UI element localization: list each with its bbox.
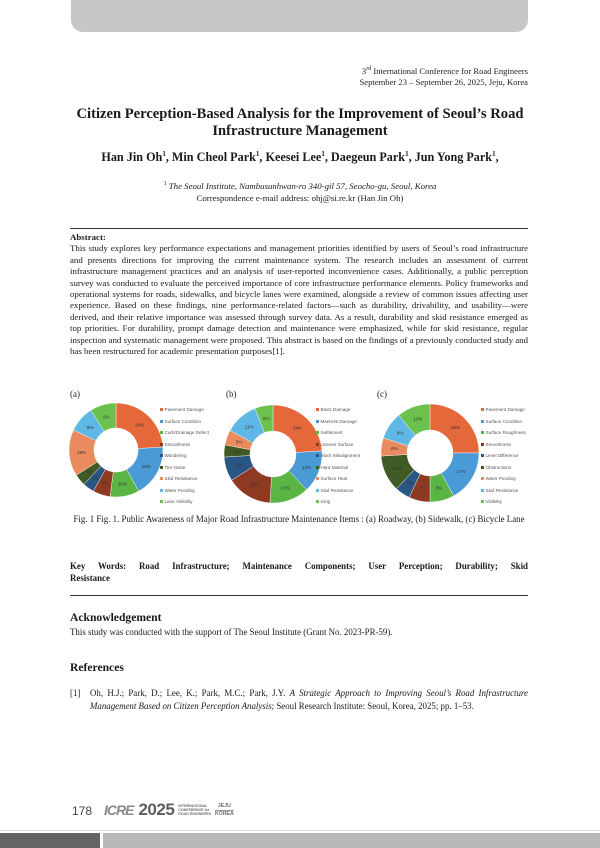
keywords bbox=[70, 561, 528, 584]
legend-label: Water Ponding bbox=[485, 476, 516, 482]
conference-dates: September 23 – September 26, 2025, Jeju, Korea bbox=[359, 77, 528, 87]
legend-swatch bbox=[481, 477, 484, 480]
page-number: 178 bbox=[72, 804, 93, 818]
author-affiliation-mark: 1 bbox=[405, 150, 409, 158]
author: Jun Yong Park$^1$ bbox=[414, 150, 496, 164]
keywords-line-1: Key Words: Road Infrastructure; Maintenance Components; User Perception; Durability; Skid bbox=[70, 561, 528, 571]
donut-data-label: 25% bbox=[450, 425, 461, 431]
donut-data-label: 17% bbox=[456, 468, 466, 474]
legend-item bbox=[160, 427, 209, 439]
legend-label: Manhole Damage bbox=[320, 418, 357, 424]
legend-swatch bbox=[160, 443, 163, 446]
legend-item bbox=[316, 416, 360, 428]
donut-data-label: 4% bbox=[86, 469, 93, 475]
legend-item bbox=[160, 416, 209, 428]
legend-swatch bbox=[316, 431, 319, 434]
donut-chart-roadway bbox=[68, 398, 164, 502]
legend-item bbox=[316, 450, 360, 462]
legend-item bbox=[481, 439, 526, 451]
correspondence: Correspondence e-mail address: ohj@si.re.kr (Han Jin Oh) bbox=[196, 193, 404, 203]
legend-swatch bbox=[316, 466, 319, 469]
legend-swatch bbox=[160, 420, 163, 423]
divider-bottom bbox=[70, 595, 528, 596]
donut-data-label: 14% bbox=[301, 464, 312, 470]
abstract bbox=[70, 232, 528, 357]
legend-item bbox=[160, 462, 209, 474]
legend-item bbox=[160, 496, 209, 508]
legend-swatch bbox=[481, 431, 484, 434]
legend-label: Settlement bbox=[320, 430, 343, 436]
legend-label: Level Difference bbox=[485, 453, 519, 459]
legend-label: Skid Resistance bbox=[320, 487, 354, 493]
donut-data-label: 5% bbox=[235, 439, 243, 445]
author: Han Jin Oh$^1$ bbox=[101, 150, 166, 164]
conference-logo bbox=[104, 800, 234, 820]
donut-data-label: 6% bbox=[262, 416, 270, 422]
legend-label: Hard Material bbox=[320, 464, 349, 470]
legend-swatch bbox=[481, 489, 484, 492]
legend-swatch bbox=[481, 454, 484, 457]
footer-bar-light bbox=[103, 833, 600, 848]
legend-label: Water Ponding bbox=[164, 487, 195, 493]
donut-data-label: 6% bbox=[390, 446, 398, 452]
legend-label: Curb/Drainage Defect bbox=[164, 430, 209, 436]
donut-data-label: 11% bbox=[244, 424, 254, 430]
panel-label-c: (c) bbox=[377, 389, 387, 399]
reference-body: Oh, H.J.; Park, D.; Lee, K.; Park, M.C.; Park, J.Y. A Strategic Approach to Improving Seoul’s Road Infrastructure Management Based on Citizen Perception Analysis; Seoul Research Institute: Seoul, Korea, 2025; pp. 1–53. bbox=[90, 688, 528, 711]
legend-swatch bbox=[160, 454, 163, 457]
donut-data-label: 4% bbox=[233, 449, 241, 455]
donut-data-label: 15% bbox=[250, 482, 260, 488]
panel-label-b: (b) bbox=[226, 389, 237, 399]
legend-item bbox=[316, 439, 360, 451]
legend-label: Block Damage bbox=[320, 407, 351, 413]
legend-sidewalk bbox=[316, 404, 360, 508]
legend-label: Tire Noise bbox=[164, 464, 186, 470]
legend-item bbox=[160, 485, 209, 497]
reference-item bbox=[70, 687, 528, 712]
legend-label: Smoothness bbox=[164, 441, 191, 447]
divider-top bbox=[70, 228, 528, 229]
legend-label: Pavement Damage bbox=[485, 407, 525, 413]
legend-item bbox=[316, 427, 360, 439]
affiliation-block bbox=[60, 180, 540, 204]
keywords-line-2: Resistance bbox=[70, 572, 110, 583]
author: Daegeun Park$^1$ bbox=[330, 150, 409, 164]
author: Keesei Lee$^1$ bbox=[265, 150, 325, 164]
legend-item bbox=[481, 473, 526, 485]
acknowledgement-text: This study was conducted with the support of The Seoul Institute (Grant No. 2023-PR-59). bbox=[70, 627, 393, 637]
legend-item bbox=[316, 462, 360, 474]
header-tab-decoration bbox=[71, 0, 528, 32]
reference-number: [1] bbox=[70, 688, 81, 698]
affiliation: $^1$ The Seoul Institute, Nambusunhwan-ro 340-gil 57, Seocho-gu, Seoul, Korea bbox=[163, 181, 437, 191]
legend-label: Pavement Damage bbox=[164, 407, 204, 413]
donut-data-label: 24% bbox=[135, 422, 145, 428]
references-heading: References bbox=[70, 661, 124, 674]
legend-label: Lane Visibility bbox=[164, 499, 193, 505]
legend-item bbox=[160, 439, 209, 451]
author: Min Cheol Park$^1$ bbox=[171, 150, 260, 164]
logo-year: 2025 bbox=[138, 800, 175, 819]
donut-data-label: 6% bbox=[102, 480, 109, 486]
legend-item bbox=[481, 404, 526, 416]
legend-label: Obstructions bbox=[485, 464, 512, 470]
legend-item bbox=[160, 450, 209, 462]
donut-data-label: 9% bbox=[396, 430, 404, 436]
donut-data-label: 18% bbox=[141, 464, 151, 470]
legend-label: Block Misalignment bbox=[320, 453, 361, 459]
legend-swatch bbox=[481, 466, 484, 469]
legend-bicycle-lane bbox=[481, 404, 526, 508]
legend-item bbox=[316, 485, 360, 497]
legend-swatch bbox=[316, 443, 319, 446]
legend-label: Surface Condition bbox=[164, 418, 202, 424]
legend-swatch bbox=[481, 408, 484, 411]
author-affiliation-mark: 1 bbox=[255, 150, 260, 158]
legend-swatch bbox=[481, 443, 484, 446]
author-affiliation-mark: 1 bbox=[492, 150, 496, 158]
donut-data-label: 11% bbox=[413, 416, 423, 422]
legend-swatch bbox=[316, 408, 319, 411]
legend-swatch bbox=[316, 500, 319, 503]
legend-label: Wandering bbox=[164, 453, 187, 459]
legend-item bbox=[316, 496, 360, 508]
legend-label: Skid Resistance bbox=[485, 487, 519, 493]
legend-swatch bbox=[316, 489, 319, 492]
legend-roadway bbox=[160, 404, 209, 508]
panel-label-a: (a) bbox=[70, 389, 80, 399]
legend-item bbox=[481, 450, 526, 462]
legend-label: Surface Heat bbox=[320, 476, 348, 482]
footer-bar-dark bbox=[0, 833, 100, 848]
logo-place-text: JEJU KOREA bbox=[215, 803, 234, 817]
donut-data-label: 8% bbox=[435, 485, 443, 491]
author-affiliation-mark: 1 bbox=[162, 150, 166, 158]
legend-item bbox=[481, 427, 526, 439]
donut-data-label: 8% bbox=[235, 462, 243, 468]
legend-swatch bbox=[481, 500, 484, 503]
paper-title: Citizen Perception-Based Analysis for the Improvement of Seoul’s Road Infrastructure Management bbox=[76, 106, 524, 139]
logo-conference-text: INTERNATIONAL CONFERENCE for ROAD ENGINEERS bbox=[178, 803, 212, 817]
legend-item bbox=[160, 404, 209, 416]
legend-label: Visibility bbox=[485, 499, 503, 505]
donut-data-label: 9% bbox=[86, 424, 94, 430]
donut-data-label: 5% bbox=[406, 480, 414, 486]
legend-swatch bbox=[481, 420, 484, 423]
donut-data-label: 4% bbox=[92, 475, 100, 481]
legend-label: Smoothness bbox=[485, 441, 512, 447]
acknowledgement-heading: Acknowledgement bbox=[70, 611, 162, 624]
legend-item bbox=[481, 416, 526, 428]
legend-swatch bbox=[160, 431, 163, 434]
legend-item bbox=[316, 473, 360, 485]
abstract-text: This study explores key performance expectations and management priorities identified by users of Seoul’s road infrastructure and presents directions for improving the current maintenance system. The research includes an assessment of current infrastructure management practices and an analysis of user-reported inconvenience cases. Additionally, a public perception survey was conducted to evaluate the perceived importance of core infrastructure performance elements. Policy frameworks and operational systems for roads, sidewalks, and bicycle lanes were examined, alongside a review of common issues affecting user experience. Based on these findings, nine performance-related factors—such as durability, drivability, and usability—were derived, and their relative importance was assessed through survey data. As a result, durability and skid resistance emerged as top priorities. For durability, prompt damage detection and maintenance were emphasized, while for skid resistance, regular inspection and systematic management were proposed. This abstract is based on the findings of a previously conducted study and has been restructured for academic presentation purposes[1]. bbox=[70, 243, 528, 357]
legend-item bbox=[481, 485, 526, 497]
legend-swatch bbox=[316, 477, 319, 480]
donut-data-label: 9% bbox=[103, 414, 110, 420]
legend-label: Skid Resistance bbox=[164, 476, 198, 482]
conference-name-line: 3rd International Conference for Road Engineers bbox=[361, 66, 528, 76]
legend-label: Uneven Surface bbox=[320, 441, 354, 447]
logo-mark-icon: ICRE bbox=[104, 802, 134, 818]
donut-data-label: 12% bbox=[392, 465, 403, 471]
donut-data-label: 7% bbox=[418, 485, 426, 491]
legend-swatch bbox=[160, 408, 163, 411]
legend-item bbox=[316, 404, 360, 416]
donut-data-label: 13% bbox=[280, 485, 290, 491]
legend-item bbox=[481, 462, 526, 474]
figure-caption: Fig. 1 Fig. 1. Public Awareness of Major Road Infrastructure Maintenance Items : (a) Roadway, (b) Sidewalk, (c) Bicycle Lane bbox=[73, 514, 525, 524]
legend-swatch bbox=[160, 466, 163, 469]
conference-header bbox=[360, 66, 529, 88]
abstract-label: Abstract: bbox=[70, 232, 106, 242]
author-list: Han Jin Oh$^1$, Min Cheol Park$^1$, Keesei Lee$^1$, Daegeun Park$^1$, Jun Yong Park$^1$, bbox=[101, 150, 499, 164]
legend-label: Icing bbox=[320, 499, 331, 505]
reference-title: A Strategic Approach to Improving Seoul’s Road Infrastructure Management Based on Citizen Perception Analysis bbox=[90, 688, 528, 711]
legend-swatch bbox=[160, 489, 163, 492]
author-affiliation-mark: 1 bbox=[321, 150, 325, 158]
legend-item bbox=[160, 473, 209, 485]
legend-label: Surface Condition bbox=[485, 418, 523, 424]
legend-swatch bbox=[160, 500, 163, 503]
donut-data-label: 24% bbox=[293, 425, 303, 431]
legend-swatch bbox=[316, 420, 319, 423]
legend-item bbox=[481, 496, 526, 508]
legend-swatch bbox=[316, 454, 319, 457]
donut-chart-bicycle-lane bbox=[380, 398, 480, 508]
donut-data-label: 10% bbox=[117, 481, 128, 487]
footer-divider bbox=[0, 830, 600, 831]
donut-data-label: 16% bbox=[76, 449, 87, 455]
legend-label: Surface Roughness bbox=[485, 430, 526, 436]
legend-swatch bbox=[160, 477, 163, 480]
donut-chart-sidewalk bbox=[223, 398, 323, 510]
